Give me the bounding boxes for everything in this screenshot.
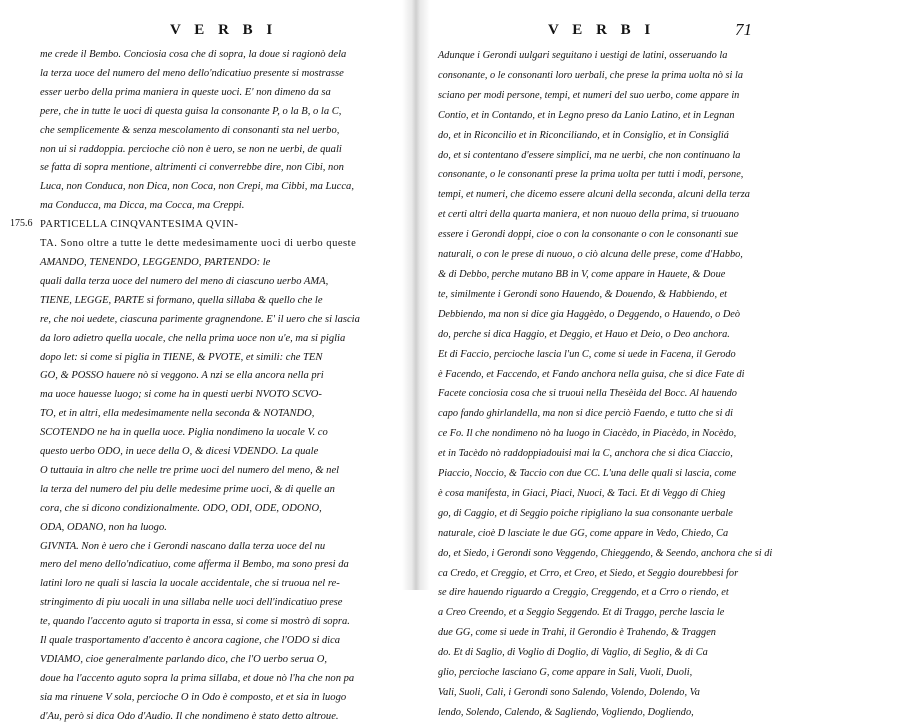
text-line: dopo let: si come si piglia in TIENE, & PVOTE, et simili: che TEN	[40, 351, 323, 363]
right-page	[438, 20, 773, 718]
text-line: se dire hauendo riguardo a Creggio, Creggendo, et a Crro o riendo, et	[438, 587, 729, 599]
text-line: Contio, et in Contando, et in Legno preso da Lanio Latino, et in Legnan	[438, 109, 735, 121]
book-gutter	[402, 0, 430, 590]
text-line: ODA, ODANO, non ha luogo.	[40, 521, 167, 533]
text-line: GO, & POSSO hauere nò si veggono. A nzi se ella ancora nella pri	[40, 370, 324, 382]
right-running-head: V E R B I	[548, 22, 656, 38]
text-line: Adunque i Gerondi uulgari seguitano i uestigi de latini, osseruando la	[438, 50, 728, 61]
text-line: & di Debbo, perche mutano BB in V, come appare in Hauete, & Doue	[438, 268, 726, 280]
text-line: ca Credo, et Creggio, et Crro, et Creo, et Siedo, et Seggio dourebbesi for	[438, 567, 739, 579]
text-line: ma Conducca, ma Dicca, ma Cocca, ma Creppi.	[40, 200, 245, 212]
text-line: te, similmente i Gerondi sono Hauendo, & Douendo, & Habbiendo, et	[438, 288, 728, 300]
text-line: do, et Siedo, i Gerondi sono Veggendo, Chieggendo, & Seendo, anchora che si di	[438, 547, 773, 559]
text-line: consonante, o le consonanti prese la prima uolta per tutti i modi, persone,	[438, 169, 744, 181]
text-line: O tuttauia in altro che nelle tre prime uoci del numero del meno, & nel	[40, 464, 340, 476]
text-line: Il quale trasportamento d'accento è ancora cagione, che l'ODO si dica	[40, 635, 341, 647]
left-page	[40, 22, 396, 722]
text-line: AMANDO, TENENDO, LEGGENDO, PARTENDO: le	[40, 256, 271, 268]
text-line: te, quando l'accento aguto si traporta in essa, si come si mostrò di sopra.	[40, 616, 350, 628]
text-line: mero del meno dello'ndicatiuo, come afferma il Bembo, ma sono presi da	[40, 559, 349, 571]
text-line: sia ma rinuene V sola, percioche O in Odo è composto, et et sia in luogo	[40, 691, 347, 703]
text-line: non ui si raddoppia. percioche ciò non è uero, se non ne uerbi, de quali	[40, 143, 342, 155]
text-line: naturali, o con le prese di nuouo, o ciò alcuna delle prese, come d'Habbo,	[438, 249, 743, 261]
text-line: TIENE, LEGGE, PARTE si formano, quella sillaba & quello che le	[40, 294, 323, 306]
text-line: Luca, non Conduca, non Dica, non Coca, non Crepi, ma Cibbi, ma Lucca,	[40, 181, 354, 193]
text-line: PARTICELLA CINQVANTESIMA QVIN-	[40, 219, 239, 231]
text-line: pere, che in tutte le uoci di questa guisa la consonante P, o la B, o la C,	[40, 105, 342, 117]
text-line: se fatta di sopra mentione, altrimenti ci converrebbe dire, non Cibi, non	[40, 162, 344, 174]
text-line: Facete conciosia cosa che si truoui nella Thesèida del Bocc. Al hauendo	[438, 388, 737, 400]
text-line: Piaccio, Noccio, & Taccio con due CC. L'una delle quali si lascia, come	[438, 468, 737, 480]
text-line: Vali, Suoli, Cali, i Gerondi sono Salendo, Volendo, Dolendo, Va	[438, 687, 700, 698]
text-line: me crede il Bembo. Conciosia cosa che di sopra, la doue si ragionò dela	[40, 49, 347, 60]
text-line: VDIAMO, cioe generalmente parlando dico, che l'O uerbo serua O,	[40, 654, 327, 665]
text-line: Debbiendo, ma non si dice gia Haggèdo, o Deggendo, o Hauendo, o Deò	[438, 308, 740, 320]
text-line: TA. Sono oltre a tutte le dette medesimamente uoci di uerbo queste	[40, 238, 357, 250]
text-line: che semplicemente & senza mescolamento di consonanti sta nel uerbo,	[40, 124, 340, 136]
text-line: da loro adietro quella uocale, che nella prima uoce non u'e, ma si piglia	[40, 332, 346, 344]
text-line: d'Au, però si dica Odo d'Audio. Il che nondimeno è stato detto altroue.	[40, 710, 339, 722]
text-line: naturale, cioè D lasciate le due GG, come appare in Vedo, Chiedo, Ca	[438, 527, 729, 539]
text-line: ce Fo. Il che nondimeno nò ha luogo in Ciacèdo, in Piacèdo, in Nocèdo,	[438, 428, 737, 440]
text-line: la terza del numero del piu delle medesime prime uoci, & di quelle an	[40, 483, 335, 495]
left-page-header	[40, 22, 396, 42]
text-line: a Creo Creendo, et a Seggio Seggendo. Et di Traggo, perche lascia le	[438, 607, 725, 619]
text-line: essere i Gerondi doppi, cioe o con la consonante o con le consonanti sue	[438, 229, 739, 241]
text-line: la terza uoce del numero del meno dello'ndicatiuo presente si mostrasse	[40, 67, 344, 79]
text-line: sciano per modi persone, tempi, et numeri del suo uerbo, come appare in	[438, 89, 740, 101]
text-line: glio, percioche lasciano G, come appare in Sali, Vuoli, Duoli,	[438, 667, 693, 679]
text-line: do. Et di Saglio, di Voglio di Doglio, di Vaglio, di Seglio, & di Ca	[438, 647, 708, 659]
text-line: re, che noi uedete, ciascuna parimente gragnendone. E' il uero che si lascia	[40, 313, 360, 325]
text-line: quali dalla terza uoce del numero del meno di ciascuno uerbo AMA,	[40, 275, 329, 287]
text-line: do, et in Riconcilio et in Riconciliando, et in Consiglio, et in Consigliá	[438, 129, 729, 141]
text-line: consonante, o le consonanti loro uerbali, che prese la prima uolta nò si la	[438, 69, 743, 81]
text-line: esser uerbo della prima maniera in queste uoci. E' non dimeno da sa	[40, 86, 331, 98]
left-page-body	[40, 46, 396, 727]
text-line: due GG, come si uede in Trahi, il Gerondio è Trahendo, & Traggen	[438, 627, 716, 639]
text-line: è Facendo, et Faccendo, et Fando anchora nella guisa, che si dice Fate di	[438, 368, 745, 380]
text-line: stringimento di piu uocali in una sillaba nelle uoci dell'indicatiuo prese	[40, 597, 343, 609]
text-line: GIVNTA. Non è uero che i Gerondi nascano dalla terza uoce del nu	[40, 540, 326, 552]
marginal-note: 175.6	[10, 218, 33, 230]
text-line: ma uoce hauesse luogo; si come ha in questi uerbi NVOTO SCVO-	[40, 389, 322, 401]
text-line: latini loro ne quali si lascia la uocale accidentale, che si truoua nel re-	[40, 578, 340, 590]
text-line: et certi altri della quarta maniera, et non nuouo della prima, si truouano	[438, 209, 739, 221]
text-line: Et di Faccio, percioche lascia l'un C, come si uede in Facena, il Gerodo	[438, 348, 736, 360]
text-line: cora, che si dicono condizionalmente. ODO, ODI, ODE, ODONO,	[40, 502, 322, 514]
text-line: TO, et in altri, ella medesimamente nella seconda & NOTANDO,	[40, 408, 315, 420]
text-line: go, di Caggio, et di Seggio poiche ripigliano la sua consonante uerbale	[438, 507, 733, 519]
page-number: 71	[735, 20, 752, 39]
left-running-head: V E R B I	[170, 22, 278, 38]
text-line: SCOTENDO ne ha in quella uoce. Piglia nondimeno la uocale V. co	[40, 427, 328, 439]
text-line: lendo, Solendo, Calendo, & Sagliendo, Vogliendo, Dogliendo,	[438, 706, 694, 718]
right-page-header	[438, 22, 754, 42]
text-line: do, et si contentano d'essere simplici, ma ne uerbi, che non continuano la	[438, 149, 741, 161]
text-line: et in Tacèdo nò raddoppiadouisi mai la C, anchora che si dica Ciaccio,	[438, 448, 733, 460]
text-line: è cosa manifesta, in Giaci, Piaci, Nuoci, & Taci. Et di Veggo di Chieg	[438, 487, 726, 499]
right-page-body	[438, 46, 773, 723]
text-line: questo uerbo ODO, in uece della O, & dicesi VDENDO. La quale	[40, 446, 319, 458]
text-line: do, perche si dica Haggio, et Deggio, et Hauo et Deio, o Deo anchora.	[438, 328, 730, 340]
text-line: doue ha l'accento aguto sopra la prima sillaba, et doue nò l'ha che non pa	[40, 672, 355, 684]
text-line: capo fando ghirlandella, ma non si dice perciò Faendo, e tutto che si di	[438, 408, 734, 420]
text-line: tempi, et numeri, che dicemo essere alcuni della seconda, alcuni della terza	[438, 189, 750, 201]
